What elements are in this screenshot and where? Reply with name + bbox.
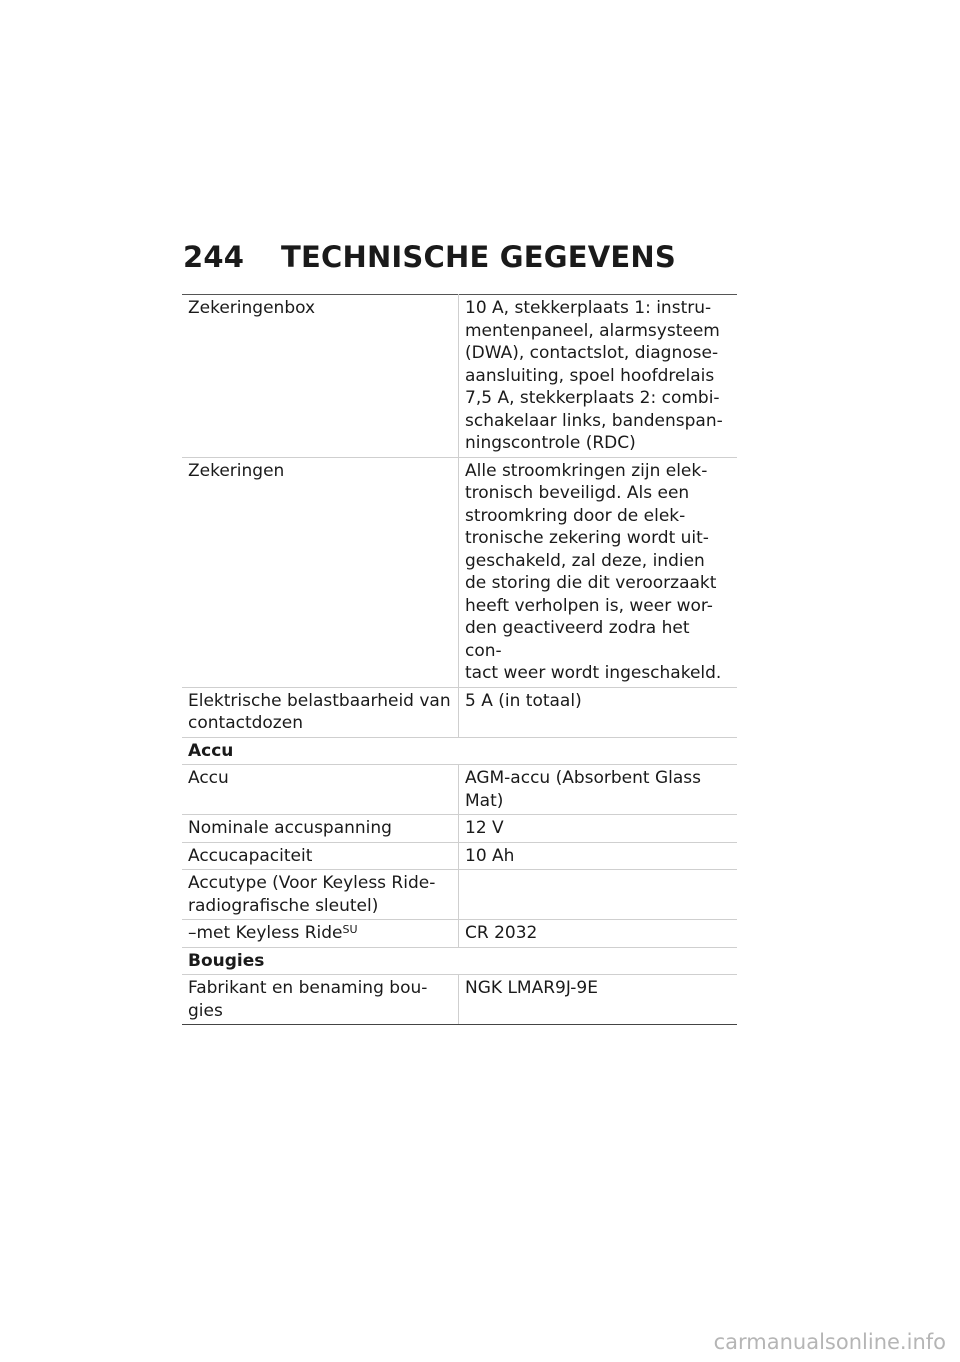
spec-key-line: contactdozen: [188, 713, 303, 733]
spec-key-line: Accutype (Voor Keyless Ride-: [188, 873, 436, 893]
spec-value-line: tronisch beveiligd. Als een: [465, 483, 690, 503]
spec-key-superscript: SU: [342, 923, 358, 936]
section-heading: Accu: [182, 737, 737, 765]
spec-value-line: heeft verholpen is, weer wor-: [465, 595, 713, 616]
spec-key: [182, 870, 459, 920]
spec-value-line: tronische zekering wordt uit-: [465, 528, 709, 548]
section-row: [182, 737, 737, 765]
spec-key: [182, 920, 459, 948]
spec-key-line: radiografische sleutel): [188, 895, 379, 916]
spec-value-line: Alle stroomkringen zijn elek-: [465, 460, 708, 481]
spec-value: CR 2032: [459, 920, 738, 948]
page-header: [183, 240, 676, 274]
spec-value-line: 10 A, stekkerplaats 1: instru-: [465, 298, 712, 318]
spec-key-line: Elektrische belastbaarheid van: [188, 690, 451, 711]
spec-value: [459, 765, 738, 815]
spec-key: [182, 975, 459, 1025]
spec-key-text: –met Keyless Ride: [188, 923, 343, 943]
spec-key: [182, 295, 459, 458]
spec-value-line: de storing die dit veroorzaakt: [465, 573, 717, 593]
spec-value: [459, 457, 738, 687]
spec-key-line: gies: [188, 1000, 223, 1021]
spec-row: [182, 920, 737, 948]
spec-value: 12 V: [459, 815, 738, 843]
spec-row: [182, 765, 737, 815]
spec-key-line: Fabrikant en benaming bou-: [188, 978, 428, 998]
spec-value: 5 A (in totaal): [459, 687, 738, 737]
spec-row: [182, 687, 737, 737]
spec-value-line: (DWA), contactslot, diagnose-: [465, 343, 719, 363]
spec-value-line: Mat): [465, 790, 504, 811]
spec-key: [182, 765, 459, 815]
spec-row: [182, 815, 737, 843]
spec-value: NGK LMAR9J-9E: [459, 975, 738, 1025]
spec-row: [182, 870, 737, 920]
spec-value-line: schakelaar links, bandenspan-: [465, 410, 723, 431]
spec-value-line: 7,5 A, stekkerplaats 2: combi-: [465, 388, 720, 408]
spec-key-text: Accucapaciteit: [188, 845, 313, 866]
spec-row: [182, 842, 737, 870]
page-title: TECHNISCHE GEGEVENS: [281, 240, 676, 274]
spec-value-line: AGM-accu (Absorbent Glass: [465, 768, 702, 788]
spec-row: [182, 975, 737, 1025]
spec-value: 10 Ah: [459, 842, 738, 870]
spec-key-text: Zekeringen: [188, 460, 285, 481]
spec-table-body: [182, 295, 737, 1025]
spec-value-line: mentenpaneel, alarmsysteem: [465, 320, 720, 341]
spec-key: [182, 457, 459, 687]
spec-key: [182, 842, 459, 870]
spec-value-line: geschakeld, zal deze, indien: [465, 550, 705, 571]
spec-value-line: ningscontrole (RDC): [465, 433, 636, 453]
spec-row: [182, 457, 737, 687]
spec-key-text: Accu: [188, 768, 229, 788]
spec-value-line: aansluiting, spoel hoofdrelais: [465, 365, 715, 386]
spec-value-line: den geactiveerd zodra het con-: [465, 618, 690, 661]
spec-key: [182, 687, 459, 737]
spec-table: [182, 294, 737, 1025]
section-heading: Bougies: [182, 947, 737, 975]
spec-value: [459, 295, 738, 458]
spec-value: [459, 870, 738, 920]
page-number: 244: [183, 240, 245, 274]
spec-value-line: tact weer wordt ingeschakeld.: [465, 663, 722, 683]
spec-key: [182, 815, 459, 843]
spec-row: [182, 295, 737, 458]
spec-key-text: Zekeringenbox: [188, 298, 316, 318]
spec-key-text: Nominale accuspanning: [188, 818, 392, 838]
section-row: [182, 947, 737, 975]
spec-value-line: stroomkring door de elek-: [465, 505, 686, 526]
watermark: carmanualsonline.info: [713, 1330, 946, 1354]
